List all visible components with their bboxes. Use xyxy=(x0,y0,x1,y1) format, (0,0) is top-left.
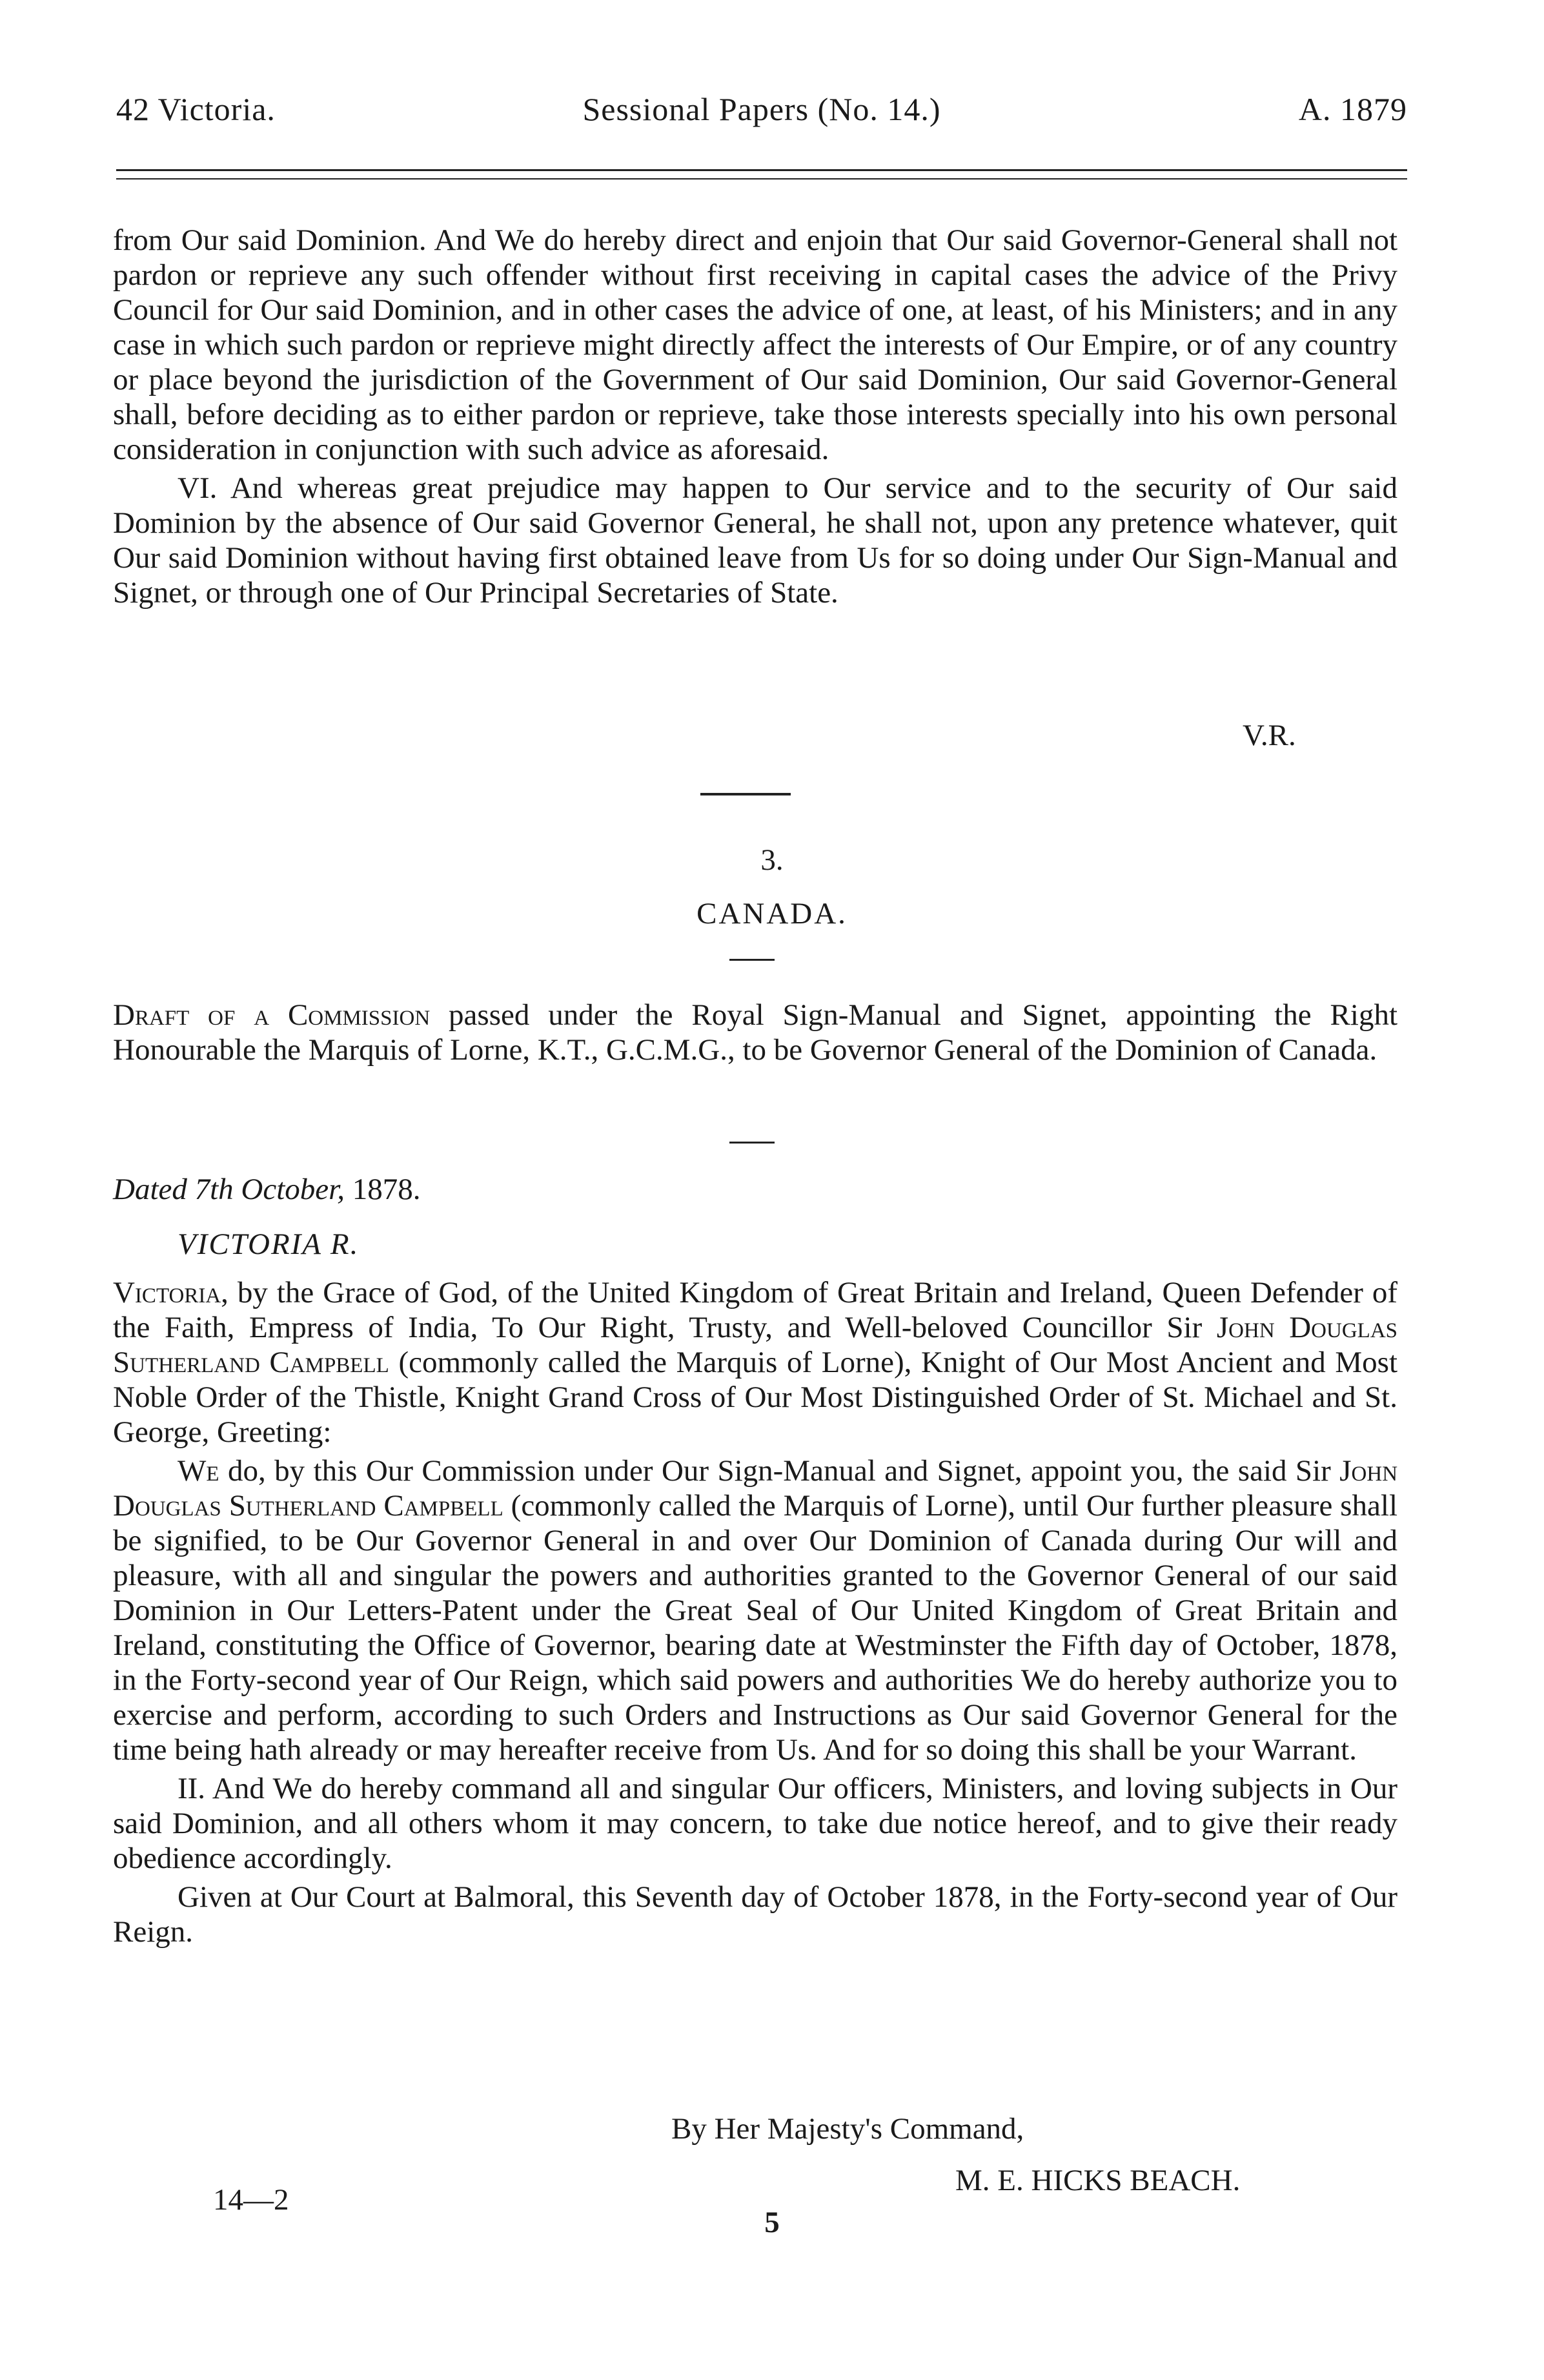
running-header xyxy=(116,90,1407,149)
clause-one-paragraph xyxy=(113,1453,1397,1767)
draft-text: passed under the Royal Sign-Manual and Signet, appointing the Right Honourable the Marquis of Lorne, K.T., G.C.M.G., to be Governor General of the Dominion of Canada. xyxy=(113,998,1397,1067)
royal-signature: VICTORIA R. xyxy=(178,1227,360,1261)
clause-one-text-2: (commonly called the Marquis of Lorne), until Our further pleasure shall be signified, to be Our Governor General in and over Our Dominion of Canada during Our will and pleasure, with all and singular the powers and authorities granted to the Governor General of our said Dominion in Our Letters-Patent under the Great Seal of Our United Kingdom of Great Britain and Ireland, constituting the Office of Governor, bearing date at Westminster the Fifth day of October, 1878, in the Forty-second year of Our Reign, which said powers and authorities We do hereby authorize you to exercise and perform, according to such Orders and Instructions as Our said Governor General for the time being hath already or may hereafter receive from Us. And for so doing this shall be your Warrant. xyxy=(113,1489,1398,1767)
command-line: By Her Majesty's Command, xyxy=(671,2112,1024,2146)
commission-body xyxy=(113,1275,1397,1949)
section-vi-paragraph: VI. And whereas great prejudice may happen to Our service and to the security of Our said Dominion by the absence of Our said Governor General, he shall not, upon any pretence whatever, quit Our said Dominion without having first obtained leave from Us for so doing under Our Sign-Manual and Signet, or through one of Our Principal Secretaries of State. xyxy=(113,471,1397,610)
appointee-name-repeat: John Douglas Sutherland Campbell xyxy=(113,1454,1398,1523)
dated-date: 7th October, xyxy=(194,1173,345,1206)
preamble-lead: Victoria, xyxy=(113,1276,229,1309)
preamble-text-2: (commonly called the Marquis of Lorne), Knight of Our Most Ancient and Most Noble Order of the Thistle, Knight Grand Cross of Our Most Distinguished Order of St. Michael and St. George, Greeting: xyxy=(113,1346,1398,1449)
country-rule xyxy=(729,959,775,961)
header-volume: 42 Victoria. xyxy=(116,91,276,127)
continuation-paragraph: from Our said Dominion. And We do hereby direct and enjoin that Our said Governor-General shall not pardon or reprieve any such offender without first receiving in capital cases the advice of the Privy Council for Our said Dominion, and in other cases the advice of one, at least, of his Ministers; and in any case in which such pardon or reprieve might directly affect the interests of Our Empire, or of any country or place beyond the jurisdiction of the Government of Our said Dominion, Our said Governor-General shall, before deciding as to either pardon or reprieve, take those interests specially into his own personal consideration in conjunction with such advice as aforesaid. xyxy=(113,223,1397,466)
draft-lead: Draft of a Commission xyxy=(113,998,431,1032)
royal-initials: V.R. xyxy=(1243,719,1296,752)
preamble-paragraph xyxy=(113,1275,1397,1450)
dated-line xyxy=(113,1172,421,1207)
header-year: A. 1879 xyxy=(1298,91,1407,127)
clause-one-text-1: do, by this Our Commission under Our Sign-Manual and Signet, appoint you, the said Sir xyxy=(227,1454,1331,1488)
appointee-name: John Douglas Sutherland Campbell xyxy=(113,1311,1398,1379)
header-rule-secondary xyxy=(116,178,1407,180)
dated-year: 1878. xyxy=(352,1173,421,1206)
clause-one-lead: We xyxy=(178,1454,219,1488)
dated-label: Dated xyxy=(113,1173,187,1206)
preamble-text-1: by the Grace of God, of the United Kingdom of Great Britain and Ireland, Queen Defender of the Faith, Empress of India, To Our Right, Trusty, and Well-beloved Councillor Sir xyxy=(113,1276,1397,1344)
continuation-text xyxy=(113,223,1397,610)
clause-two-paragraph: II. And We do hereby command all and singular Our officers, Ministers, and loving subjects in Our said Dominion, and all others whom it may concern, to take due notice hereof, and to give their ready obedience accordingly. xyxy=(113,1772,1397,1875)
draft-title xyxy=(113,998,1397,1067)
section-divider xyxy=(700,793,791,795)
section-country: CANADA. xyxy=(696,897,848,930)
signatory-name: M. E. HICKS BEACH. xyxy=(955,2164,1241,2197)
draft-rule xyxy=(729,1142,775,1144)
header-rule xyxy=(116,169,1407,171)
page-number: 5 xyxy=(764,2206,780,2239)
given-at-paragraph: Given at Our Court at Balmoral, this Seventh day of October 1878, in the Forty-second year of Our Reign. xyxy=(113,1880,1397,1949)
header-title: Sessional Papers (No. 14.) xyxy=(582,91,941,127)
sheet-signature: 14—2 xyxy=(213,2183,289,2217)
section-number: 3. xyxy=(760,843,784,877)
